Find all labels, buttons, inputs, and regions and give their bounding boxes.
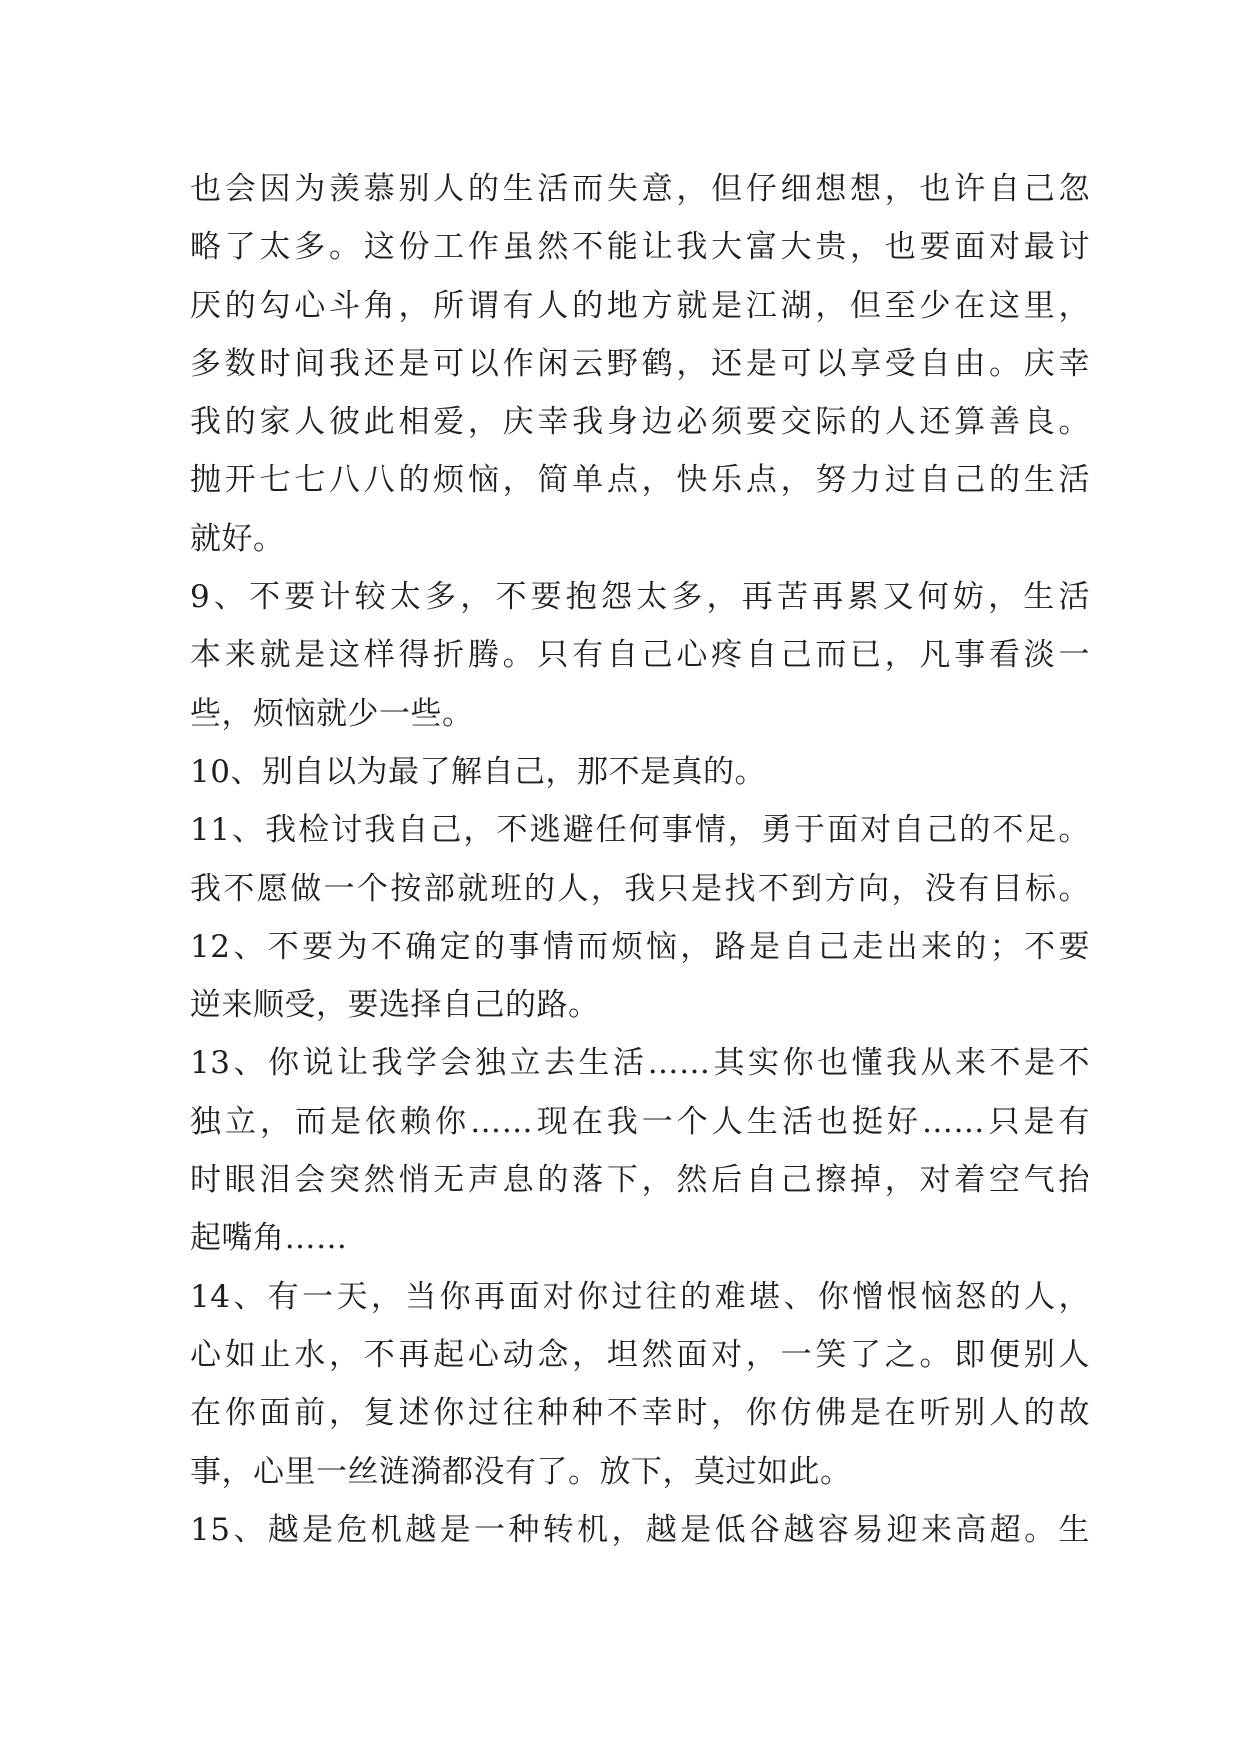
text-line: 略了太多。这份工作虽然不能让我大富大贵，也要面对最讨 [190,229,1090,266]
text-line: 12、不要为不确定的事情而烦恼，路是自己走出来的；不要 [190,928,1090,965]
text-line: 15、越是危机越是一种转机，越是低谷越容易迎来高超。生 [190,1511,1090,1548]
text-line: 抛开七七八八的烦恼，简单点，快乐点，努力过自己的生活 [190,462,1090,499]
text-line: 13、你说让我学会独立去生活……其实你也懂我从来不是不 [190,1045,1090,1082]
text-line: 10、别自以为最了解自己，那不是真的。 [190,753,766,790]
text-line: 就好。 [190,520,285,557]
text-line: 厌的勾心斗角，所谓有人的地方就是江湖，但至少在这里， [190,287,1090,324]
text-line: 9、不要计较太多，不要抱怨太多，再苦再累又何妨，生活 [190,579,1090,616]
text-line: 心如止水，不再起心动念，坦然面对，一笑了之。即便别人 [190,1336,1090,1373]
text-line: 11、我检讨我自己，不逃避任何事情，勇于面对自己的不足。 [190,812,1090,849]
text-line: 在你面前，复述你过往种种不幸时，你仿佛是在听别人的故 [190,1395,1090,1432]
text-line: 本来就是这样得折腾。只有自己心疼自己而已，凡事看淡一 [190,637,1090,674]
text-line: 我的家人彼此相爱，庆幸我身边必须要交际的人还算善良。 [190,404,1090,441]
body-text [190,160,1090,1559]
text-line: 事，心里一丝涟漪都没有了。放下，莫过如此。 [190,1453,852,1490]
text-line: 多数时间我还是可以作闲云野鹤，还是可以享受自由。庆幸 [190,345,1090,382]
text-line: 时眼泪会突然悄无声息的落下，然后自己擦掉，对着空气抬 [190,1162,1090,1199]
text-line: 逆来顺受，要选择自己的路。 [190,987,600,1024]
text-line: 也会因为羡慕别人的生活而失意，但仔细想想，也许自己忽 [190,171,1090,207]
text-line: 些，烦恼就少一些。 [190,695,474,732]
text-line: 独立，而是依赖你……现在我一个人生活也挺好……只是有 [190,1103,1090,1140]
text-line: 14、有一天，当你再面对你过往的难堪、你憎恨恼怒的人， [190,1278,1090,1315]
text-line: 起嘴角…… [190,1220,348,1257]
text-line: 我不愿做一个按部就班的人，我只是找不到方向，没有目标。 [190,870,1090,907]
